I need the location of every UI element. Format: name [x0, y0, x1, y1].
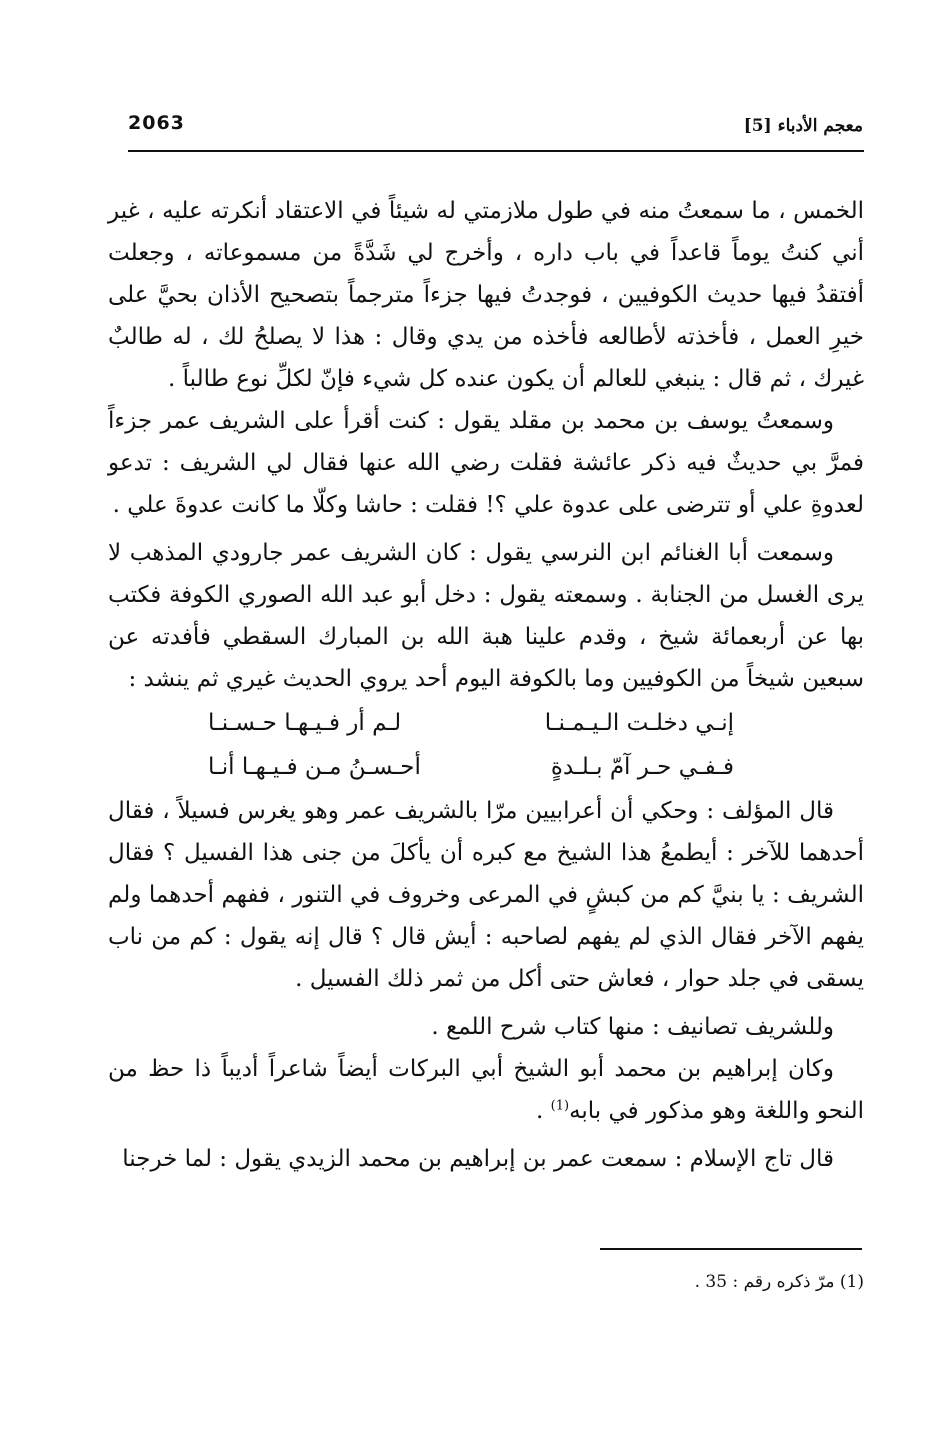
header-divider [128, 150, 864, 152]
text-line: ينبغي للعالم أن يكون عنده كل شيء فإنّ لكلِّ نوع طالباً . [168, 366, 706, 392]
text-line: يرى الغسل من الجنابة . وسمعته يقول : دخل أبو عبد الله الصوري الكوفة فكتب بها [108, 582, 865, 650]
text-line: وسمعت أبا الغنائم ابن النرسي يقول : كان الشريف عمر جارودي المذهب لا [108, 540, 834, 566]
text-line: الخمس ، ما سمعتُ منه في طول ملازمتي له شيئاً في الاعتقاد أنكرته عليه ، غير أني [108, 198, 865, 266]
text-line: يفهم الآخر فقال الذي لم يفهم لصاحبه : أيش قال ؟ قال إنه يقول : كم من ناب [108, 924, 864, 950]
main-text [108, 190, 864, 1180]
text-line: وسمعتُ يوسف بن محمد بن مقلد يقول : كنت أقرأ على الشريف عمر جزءاً [108, 408, 834, 434]
text-line: علي أو تترضى على عدوة علي ؟! فقلت : حاشا وكلّا ما كانت عدوةَ علي . [112, 492, 804, 518]
paragraph-5: وللشريف تصانيف : منها كتاب شرح اللمع . [431, 1014, 834, 1040]
footnote-reference: (1) [550, 1098, 570, 1114]
text-line-end: . [536, 1098, 551, 1124]
text-line: الشريف : يا بنيَّ كم من كبشٍ في المرعى وخروف في التنور ، ففهم أحدهما ولم [108, 882, 864, 908]
text-line: وكان إبراهيم بن محمد أبو الشيخ أبي البركات أيضاً شاعراً أديباً ذا حظ من النحو [108, 1056, 864, 1124]
text-line: فأخذته لأطالعه فأخذه من يدي وقال : هذا لا يصلحُ لك ، له طالبٌ غيرك ، ثم قال : [108, 324, 864, 392]
footnote: (1) مرّ ذكره رقم : 35 . [694, 1272, 864, 1292]
text-line: كنتُ يوماً قاعداً في باب داره ، وأخرج لي شَدَّةً من مسموعاته ، وجعلت أفتقدُ فيها [108, 240, 864, 308]
text-line: عن أربعمائة شيخ ، وقدم علينا هبة الله بن المبارك السقطي فأفدته عن سبعين شيخاً [108, 624, 864, 692]
text-line: فمرَّ بي حديثٌ فيه ذكر عائشة فقلت رضي الله عنها فقال لي الشريف : تدعو لعدوةِ [108, 450, 864, 518]
verse-line [108, 746, 864, 788]
text-line: حديث الكوفيين ، فوجدتُ فيها جزءاً مترجماً بتصحيح الأذان بحيَّ على خيرِ العمل ، [108, 282, 865, 350]
paragraph-7: قال تاج الإسلام : سمعت عمر بن إبراهيم بن محمد الزيدي يقول : لما خرجنا [122, 1146, 834, 1172]
text-line: من الكوفيين وما بالكوفة اليوم أحد يروي الحديث غيري ثم ينشد : [128, 666, 740, 692]
paragraph-1 [108, 190, 864, 400]
verse-second-hemistich: أحـسـنُ مـن فـيـهـا أنـا [208, 754, 421, 780]
text-line: أحدهما للآخر : أيطمعُ هذا الشيخ مع كبره أن يأكلَ من جنى هذا الفسيل ؟ فقال [108, 840, 864, 866]
verse-line [108, 702, 864, 744]
paragraph-6 [108, 1048, 864, 1132]
verse-second-hemistich: لـم أر فـيـهـا حـسـنـا [208, 710, 402, 736]
page-header [128, 112, 863, 152]
verse-first-hemistich: إنـي دخلـت الـيـمـنـا [544, 710, 734, 736]
paragraph-4 [108, 790, 864, 1000]
footnote-divider [600, 1248, 862, 1250]
running-title: معجم الأدباء [5] [743, 116, 863, 136]
text-line: يسقى في جلد حوار ، فعاش حتى أكل من ثمر ذلك الفسيل . [295, 966, 864, 992]
page-number: 2063 [128, 112, 185, 134]
paragraph-3 [108, 532, 864, 700]
verse-first-hemistich: فـفـي حـر آمّ بـلـدةٍ [550, 754, 734, 780]
text-line: قال المؤلف : وحكي أن أعرابيين مرّا بالشريف عمر وهو يغرس فسيلاً ، فقال [108, 798, 834, 824]
text-line: واللغة وهو مذكور في بابه [569, 1098, 810, 1124]
paragraph-2 [108, 400, 864, 526]
